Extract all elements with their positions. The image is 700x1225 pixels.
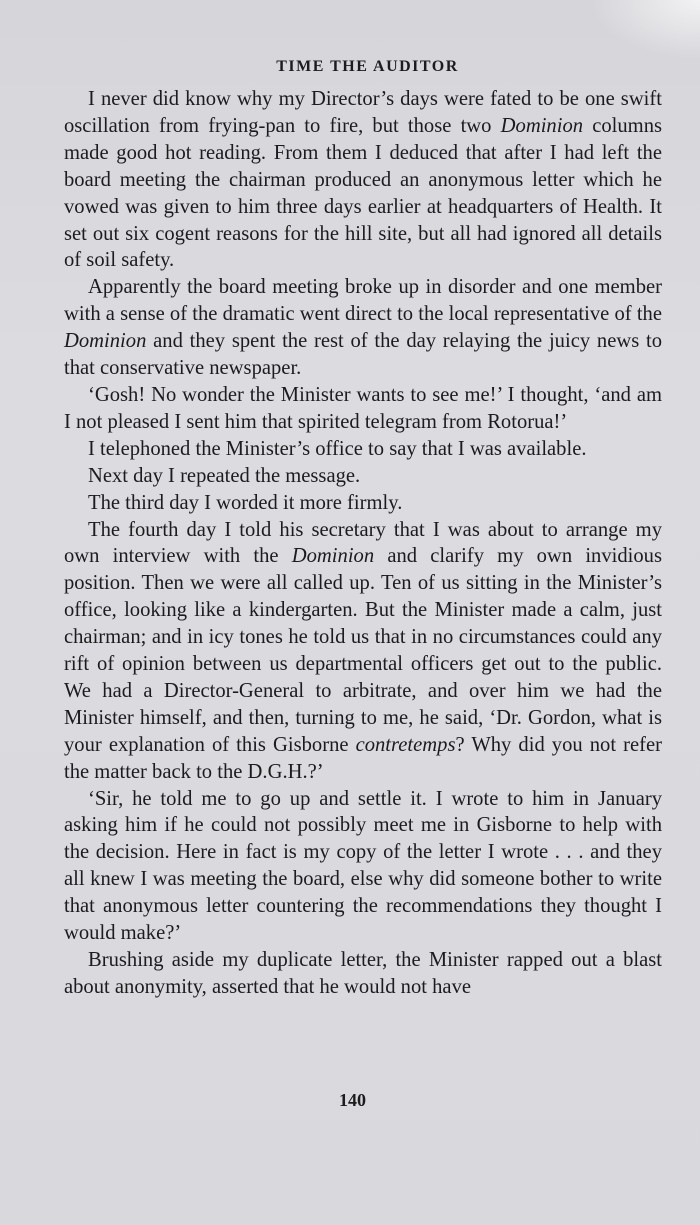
text-run: columns made good hot reading. From them I deduced that after I had left the board meeting the chairman produced an anonymous letter which he vowed was given to him three days earlier at headquarters of Health. It set out six cogent reasons for the hill site, but all had ignored all details of soil safety. [64,114,663,272]
paragraph [64,517,662,786]
page-number: 140 [339,1090,366,1110]
paragraph [64,382,662,436]
text-run: ‘Sir, he told me to go up and settle it. I wrote to him in January asking him if he could not possibly meet me in Gisborne to help with the decision. Here in fact is my copy of the letter I wrote . . . and they all knew I was meeting the board, else why did someone bother to write that anonymous letter countering the recommendations they thought I would make?’ [64,787,662,945]
text-run: I never did know why my Director’s days were fated to be one swift oscillation from frying-pan to fire, but those two [64,88,662,137]
italic-text: contretemps [355,733,456,756]
text-run: Apparently the board meeting broke up in disorder and one member with a sense of the dramatic went direct to the local representative of the [64,276,662,326]
text-run: The third day I worded it more firmly. [88,491,403,514]
text-run: Brushing aside my duplicate letter, the Minister rapped out a blast about anonymity, asserted that he would not have [64,949,662,998]
text-run: and clarify my own invidious position. Then we were all called up. Ten of us sitting in the Minister’s office, looking like a kindergarten. But the Minister made a calm, just chairman; and in icy tones he told us that in no circumstances could any rift of opinion between us departmental officers get out to the public. We had a Director-General to arbitrate, and over him we had the Minister himself, and then, turning to me, he said, ‘Dr. Gordon, what is your explanation of this Gisborne [64,545,662,756]
text-run: Next day I repeated the message. [88,464,361,487]
text-run: ‘Gosh! No wonder the Minister wants to see me!’ I thought, ‘and am I not pleased I sent him that spirited telegram from Rotorua!’ [64,383,662,433]
italic-text: Dominion [291,545,375,568]
text-run: I telephoned the Minister’s office to say that I was available. [88,437,587,460]
paragraph [64,490,662,517]
paragraph [64,947,662,1001]
italic-text: Dominion [64,330,147,353]
running-head: TIME THE AUDITOR [276,58,459,75]
paragraph [64,463,662,490]
paragraph [64,786,662,947]
text-run: The fourth day I told his secretary that I was about to arrange my own interview with the [64,518,662,568]
paragraph [64,86,662,274]
italic-text: Dominion [500,114,584,137]
paragraph [64,436,662,463]
text-run: ? Why did you not refer the matter back to the D.G.H.?’ [64,733,663,783]
body-text [64,86,662,1001]
paragraph [64,274,662,382]
text-run: and they spent the rest of the day relaying the juicy news to that conservative newspaper. [64,330,662,380]
